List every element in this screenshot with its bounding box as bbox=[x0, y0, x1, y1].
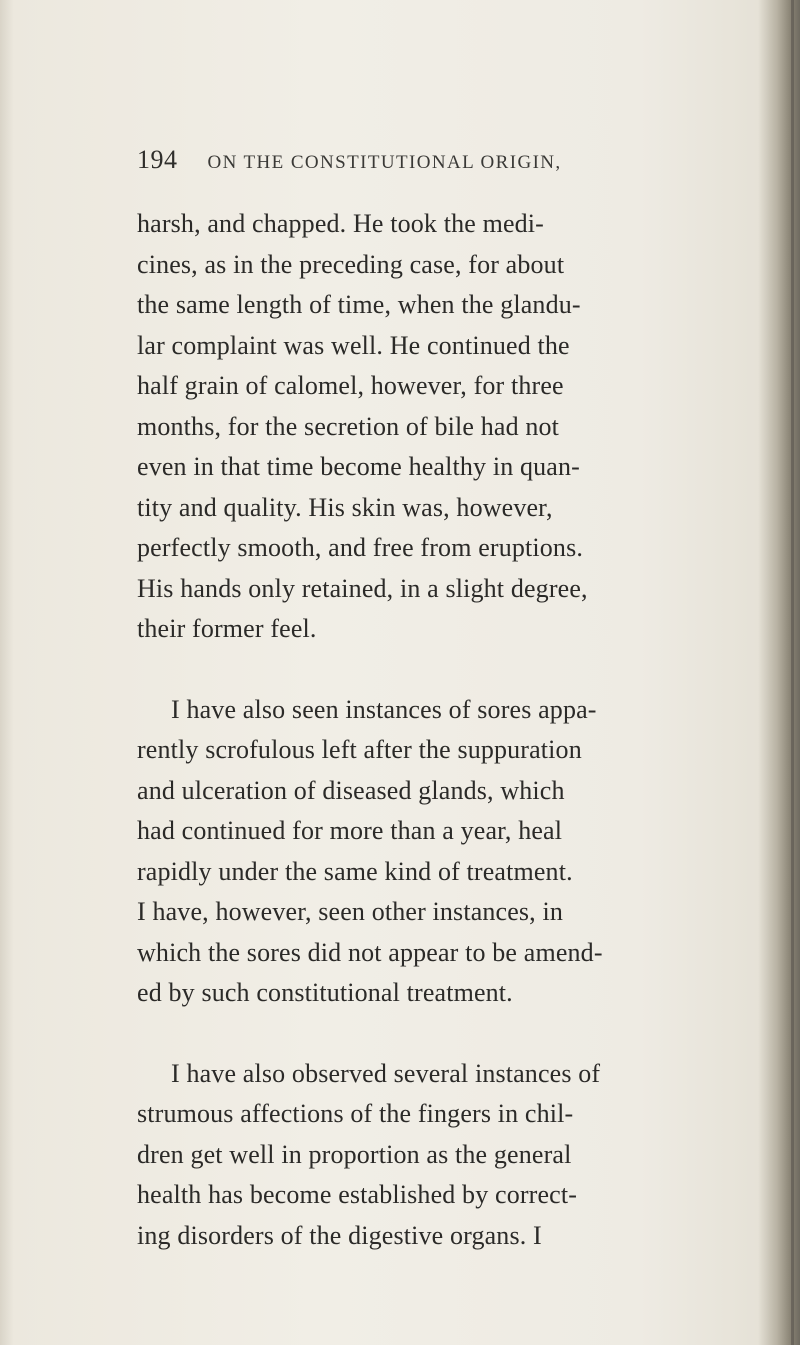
text-line: I have also seen instances of sores appa- bbox=[171, 694, 597, 724]
text-line: the same length of time, when the glandu- bbox=[137, 290, 581, 319]
text-line: strumous affections of the fingers in chil- bbox=[137, 1099, 574, 1128]
running-head: ON THE CONSTITUTIONAL ORIGIN, bbox=[207, 152, 562, 173]
text-line: lar complaint was well. He continued the bbox=[137, 330, 570, 360]
text-line: which the sores did not appear to be amend- bbox=[137, 937, 603, 967]
page-body bbox=[137, 204, 737, 1256]
text-line: ed by such constitutional treatment. bbox=[137, 978, 513, 1007]
text-line: their former feel. bbox=[137, 614, 317, 643]
paragraph-2 bbox=[137, 690, 737, 1014]
text-line: rapidly under the same kind of treatment. bbox=[137, 856, 573, 886]
paragraph-3 bbox=[137, 1054, 737, 1257]
paragraph-spacer bbox=[137, 650, 737, 690]
text-line: ing disorders of the digestive organs. I bbox=[137, 1220, 542, 1250]
text-line: tity and quality. His skin was, however, bbox=[137, 492, 553, 522]
text-line: even in that time become healthy in quan- bbox=[137, 452, 580, 481]
text-line: I have, however, seen other instances, in bbox=[137, 897, 564, 926]
text-line: I have also observed several instances of bbox=[171, 1058, 601, 1088]
text-line: cines, as in the preceding case, for about bbox=[137, 249, 565, 279]
paragraph-1 bbox=[137, 204, 737, 650]
text-line: had continued for more than a year, heal bbox=[137, 816, 563, 845]
text-line: perfectly smooth, and free from eruptions. bbox=[137, 533, 583, 562]
page-header bbox=[137, 145, 677, 185]
page-number: 194 bbox=[137, 145, 178, 174]
text-line: dren get well in proportion as the general bbox=[137, 1139, 572, 1169]
text-line: harsh, and chapped. He took the medi- bbox=[137, 209, 544, 238]
page-left-edge bbox=[0, 0, 14, 1345]
book-spine-edge bbox=[758, 0, 800, 1345]
text-line: health has become established by correct- bbox=[137, 1180, 578, 1209]
text-line: and ulceration of diseased glands, which bbox=[137, 775, 565, 805]
text-line: months, for the secretion of bile had not bbox=[137, 411, 560, 441]
paragraph-spacer bbox=[137, 1014, 737, 1054]
text-line: rently scrofulous left after the suppuration bbox=[137, 735, 582, 764]
text-line: His hands only retained, in a slight degree, bbox=[137, 573, 588, 603]
text-line: half grain of calomel, however, for three bbox=[137, 371, 564, 400]
